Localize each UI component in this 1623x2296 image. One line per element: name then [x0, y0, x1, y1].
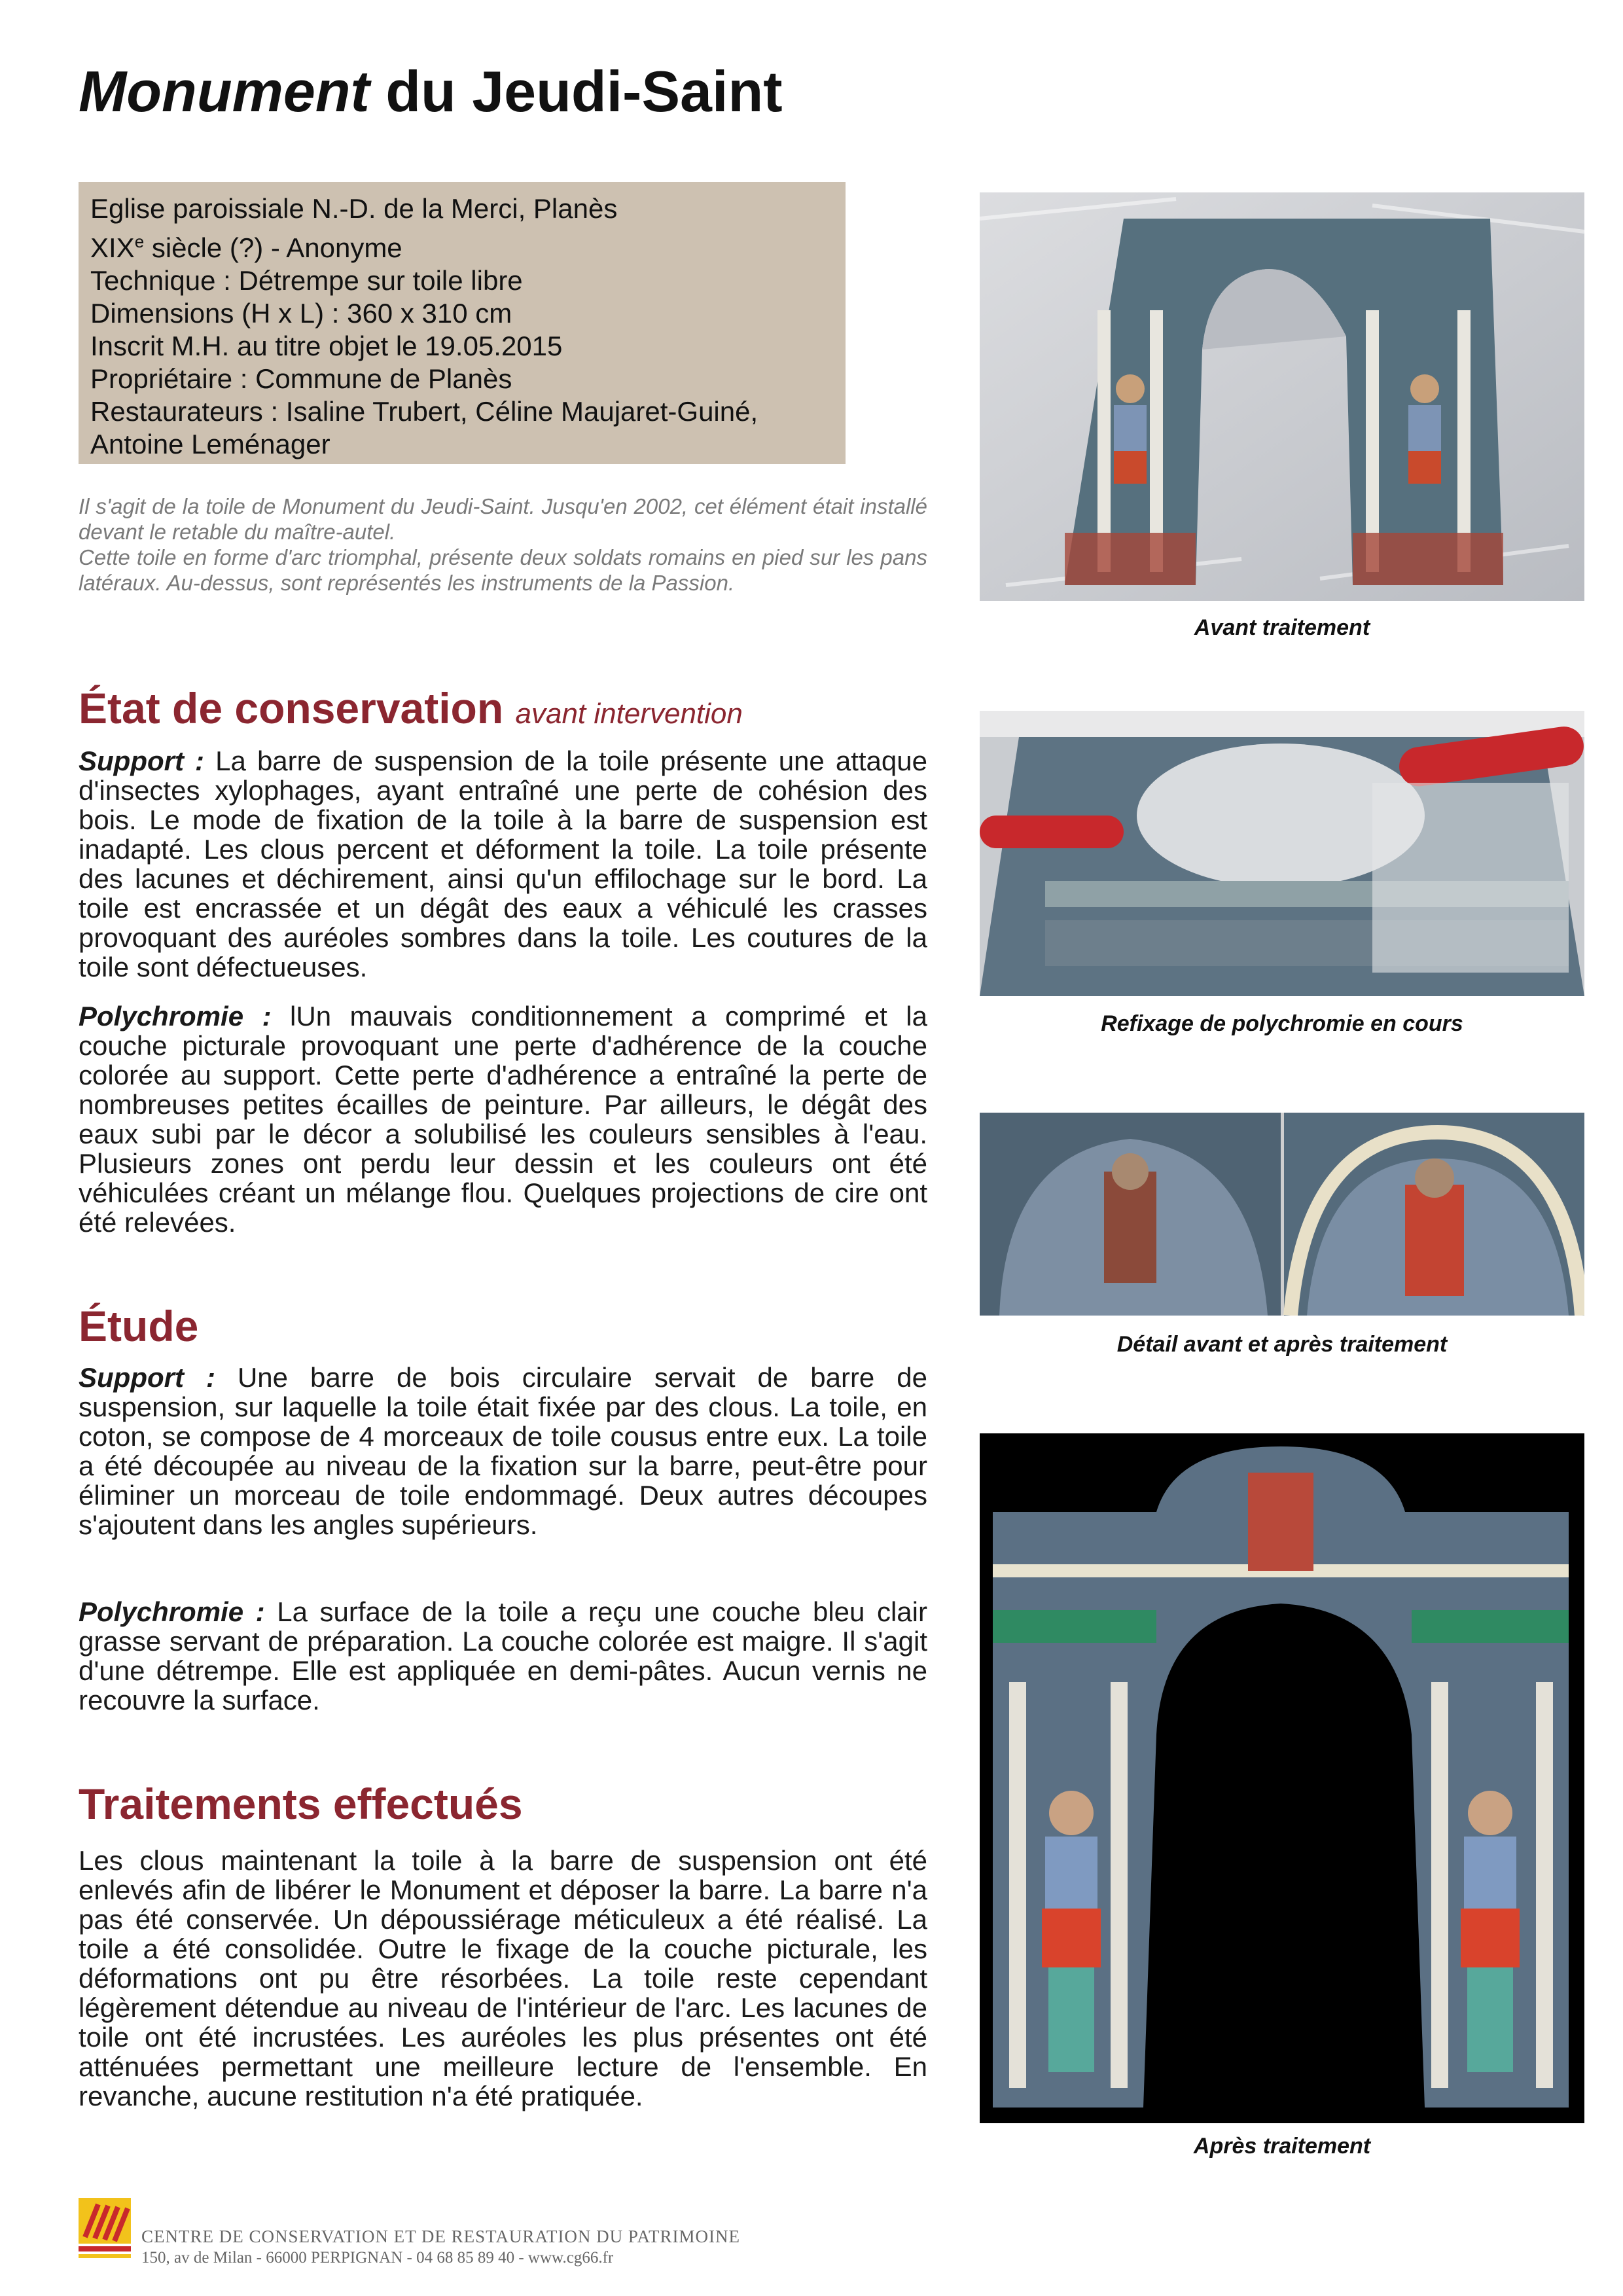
- etat-title: État de conservation: [79, 684, 504, 732]
- etude-poly-label: Polychromie :: [79, 1596, 265, 1627]
- footer: [141, 2225, 740, 2269]
- etat-support-text: La barre de suspension de la toile présente une attaque d'insectes xylophages, ayant entraîné une perte de cohésion des bois. Le mode de fixation de la toile à la barre de suspension est inadapté. Les clous percent et déforment la toile. La toile présente des lacunes et déchirement, ainsi qu'un effilochage sur le bord. La toile est encrassée et un dégât des eaux a véhiculé les crasses provoquant des auréoles sombres dans la toile. Les coutures de la toile sont défectueuses.: [79, 745, 927, 982]
- caption-before: Avant traitement: [1194, 615, 1370, 640]
- info-owner: Propriétaire : Commune de Planès: [90, 363, 512, 394]
- photo-after-treatment: [980, 1433, 1584, 2123]
- info-inscription: Inscrit M.H. au titre objet le 19.05.2015: [90, 331, 563, 361]
- caption-refixing: Refixage de polychromie en cours: [1101, 1011, 1463, 1036]
- section-title-etude: Étude: [79, 1302, 199, 1350]
- caption-after: Après traitement: [1193, 2134, 1371, 2159]
- etude-support-text: Une barre de bois circulaire servait de barre de suspension, sur laquelle la toile était fixée par des clous. La toile, en coton, se compose de 4 morceaux de toile cousus entre eux. La toile a été découpée au niveau de la fixation sur la barre, peut-être pour éliminer un morceau de toile endommagé. Deux autres découpes s'ajoutent dans les angles supérieurs.: [79, 1362, 927, 1540]
- intro-paragraph-2: Cette toile en forme d'arc triomphal, présente deux soldats romains en pied sur les pans latéraux. Au-dessus, sont représentés les instruments de la Passion.: [79, 545, 927, 595]
- info-box: [79, 182, 846, 464]
- caption-detail: Détail avant et après traitement: [1116, 1332, 1448, 1357]
- etude-support-paragraph: [79, 1363, 927, 1539]
- info-century: [90, 225, 834, 264]
- page-title-rest: du Jeudi-Saint: [369, 59, 783, 124]
- footer-institution: CENTRE DE CONSERVATION ET DE RESTAURATION DU PATRIMOINE: [141, 2227, 740, 2246]
- photo-detail-before-after: [980, 1113, 1584, 1316]
- info-century-sup: e: [134, 232, 145, 251]
- photo-before-treatment: [980, 192, 1584, 601]
- info-century-rest: siècle (?) - Anonyme: [144, 232, 402, 263]
- section-title-etat: [79, 685, 743, 732]
- section-title-traitements: Traitements effectués: [79, 1780, 523, 1828]
- traitements-paragraph: Les clous maintenant la toile à la barre de suspension ont été enlevés afin de libérer le Monument et déposer la barre. La barre n'a pas été conservée. Un dépoussiérage méticuleux a été réalisé. La toile a été consolidée. Outre le fixage de la couche picturale, les déformations ont pu être résorbées. La toile reste cependant légèrement détendue au niveau de l'intérieur de l'arc. Les lacunes de toile ont été incrustées. Les auréoles les plus présentes ont été atténuées permettant une meilleure lecture de l'ensemble. En revanche, aucune restitution n'a été pratiquée.: [79, 1845, 927, 2111]
- etat-poly-text: lUn mauvais conditionnement a comprimé et la couche picturale provoquant une perte d'adhérence de la couche colorée au support. Cette perte d'adhérence a entraîné la perte de nombreuses petites écailles de peinture. Par ailleurs, le dégât des eaux subi par le décor a solubilisé les couleurs sensibles à l'eau. Plusieurs zones ont perdu leur dessin et les couleurs ont été véhiculées créant un mélange flou. Quelques projections de cire ont été relevées.: [79, 1001, 927, 1238]
- info-century-prefix: XIX: [90, 232, 135, 263]
- etude-poly-paragraph: [79, 1597, 927, 1715]
- info-technique: Technique : Détrempe sur toile libre: [90, 265, 523, 296]
- info-dimensions: Dimensions (H x L) : 360 x 310 cm: [90, 298, 512, 329]
- footer-address: 150, av de Milan - 66000 PERPIGNAN - 04 68 85 89 40 - www.cg66.fr: [141, 2249, 614, 2267]
- etat-poly-label: Polychromie :: [79, 1001, 272, 1031]
- info-restorers-2: Antoine Leménager: [90, 429, 330, 459]
- page-title-italic: Monument: [79, 59, 370, 124]
- info-restorers-1: Restaurateurs : Isaline Trubert, Céline Maujaret-Guiné,: [90, 396, 758, 427]
- etat-poly-paragraph: [79, 1001, 927, 1237]
- intro-paragraph-1: Il s'agit de la toile de Monument du Jeudi-Saint. Jusqu'en 2002, cet élément était installé devant le retable du maître-autel.: [79, 494, 927, 544]
- etude-support-label: Support :: [79, 1362, 215, 1393]
- etat-support-paragraph: [79, 746, 927, 982]
- intro-text: [79, 493, 927, 596]
- photo-refixing: [980, 711, 1584, 996]
- department-logo: [79, 2198, 131, 2263]
- etude-poly-text: La surface de la toile a reçu une couche bleu clair grasse servant de préparation. La couche colorée est maigre. Il s'agit d'une détrempe. Elle est appliquée en demi-pâtes. Aucun vernis ne recouvre la surface.: [79, 1596, 927, 1715]
- etat-support-label: Support :: [79, 745, 205, 776]
- etat-subtitle: avant intervention: [515, 698, 743, 730]
- page-title: [79, 60, 783, 124]
- info-church: Eglise paroissiale N.-D. de la Merci, Planès: [90, 193, 618, 224]
